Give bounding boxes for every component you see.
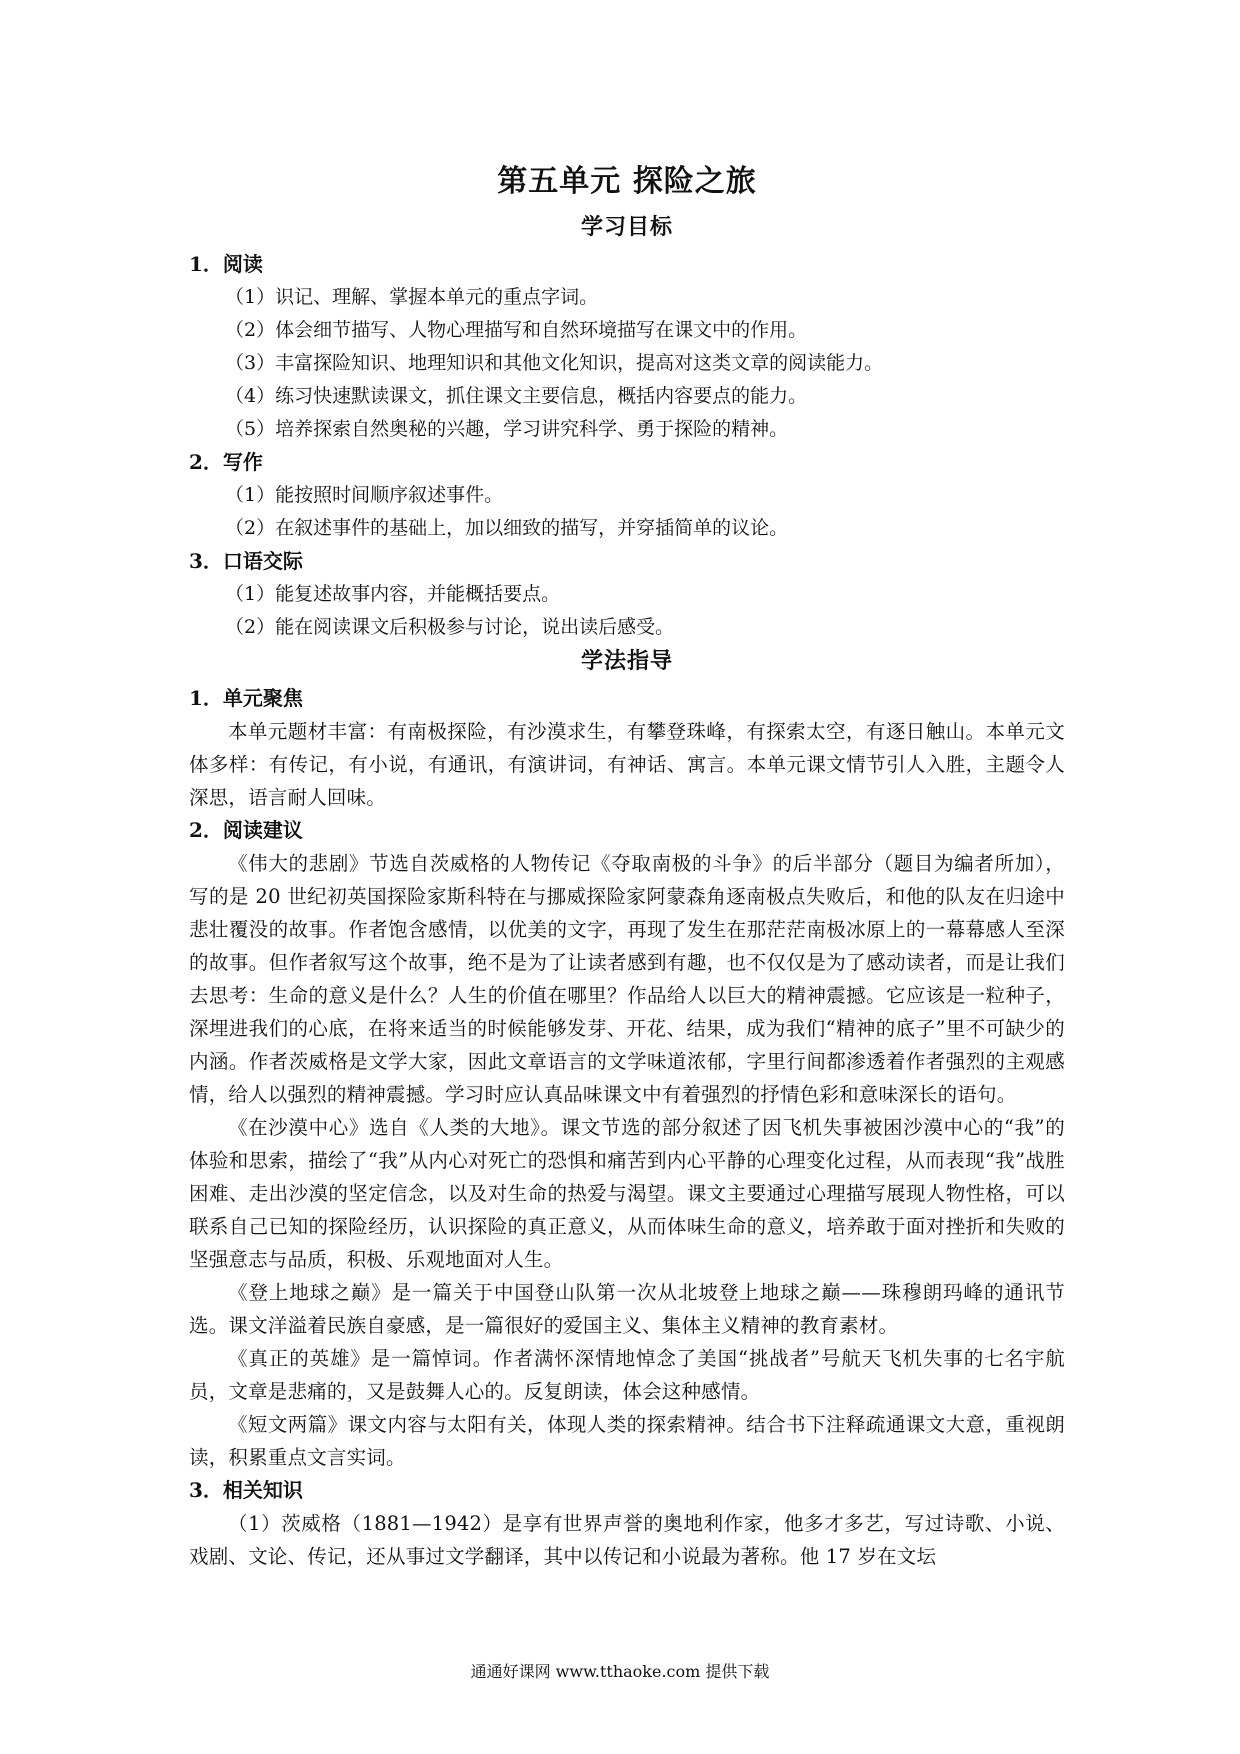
related-knowledge-heading: 3．相关知识 bbox=[189, 1478, 303, 1502]
list-item: （1）识记、理解、掌握本单元的重点字词。 bbox=[225, 286, 599, 308]
unit-focus-heading: 1．单元聚焦 bbox=[189, 686, 303, 710]
list-item: （4）练习快速默读课文，抓住课文主要信息，概括内容要点的能力。 bbox=[225, 385, 808, 407]
reading-heading: 1．阅读 bbox=[189, 252, 263, 276]
learning-goals-title: 学习目标 bbox=[580, 214, 673, 240]
paragraph: 《真正的英雄》是一篇悼词。作者满怀深情地悼念了美国“挑战者”号航天飞机失事的七名宇航员，文章是悲痛的，又是鼓舞人心的。反复朗读，体会这种感情。 bbox=[189, 1347, 1065, 1403]
list-item: （2）能在阅读课文后积极参与讨论，说出读后感受。 bbox=[225, 616, 675, 638]
paragraph: 本单元题材丰富：有南极探险，有沙漠求生，有攀登珠峰，有探索太空，有逐日触山。本单元文体多样：有传记，有小说，有通讯，有演讲词，有神话、寓言。本单元课文情节引人入胜，主题令人深思，语言耐人回味。 bbox=[189, 720, 1065, 809]
study-guide-title: 学法指导 bbox=[580, 648, 673, 674]
list-item: （5）培养探索自然奥秘的兴趣，学习讲究科学、勇于探险的精神。 bbox=[225, 418, 789, 440]
list-item: （1）能复述故事内容，并能概括要点。 bbox=[225, 583, 561, 605]
paragraph: 《短文两篇》课文内容与太阳有关，体现人类的探索精神。结合书下注释疏通课文大意，重视朗读，积累重点文言实词。 bbox=[189, 1413, 1065, 1469]
page-footer: 通通好课网 www.tthaoke.com 提供下载 bbox=[470, 1662, 770, 1681]
list-item: （2）在叙述事件的基础上，加以细致的描写，并穿插简单的议论。 bbox=[225, 517, 789, 539]
paragraph: 《伟大的悲剧》节选自茨威格的人物传记《夺取南极的斗争》的后半部分（题目为编者所加），写的是 20 世纪初英国探险家斯科特在与挪威探险家阿蒙森角逐南极点失败后，和他的队友在归途中悲壮覆没的故事。作者饱含感情，以优美的文字，再现了发生在那茫茫南极冰原上的一幕幕感人至深的故事。但作者叙写这个故事，绝不是为了让读者感到有趣，也不仅仅是为了感动读者，而是让我们去思考：生命的意义是什么？人生的价值在哪里？作品给人以巨大的精神震撼。它应该是一粒种子，深埋进我们的心底，在将来适当的时候能够发芽、开花、结果，成为我们“精神的底子”里不可缺少的内涵。作者茨威格是文学大家，因此文章语言的文学味道浓郁，字里行间都渗透着作者强烈的主观感情，给人以强烈的精神震撼。学习时应认真品味课文中有着强烈的抒情色彩和意味深长的语句。 bbox=[189, 852, 1065, 1106]
list-item: （3）丰富探险知识、地理知识和其他文化知识，提高对这类文章的阅读能力。 bbox=[225, 352, 884, 374]
oral-heading: 3．口语交际 bbox=[189, 549, 303, 573]
reading-advice-heading: 2．阅读建议 bbox=[189, 818, 303, 842]
writing-heading: 2．写作 bbox=[189, 450, 263, 474]
paragraph: 《登上地球之巅》是一篇关于中国登山队第一次从北坡登上地球之巅——珠穆朗玛峰的通讯节选。课文洋溢着民族自豪感，是一篇很好的爱国主义、集体主义精神的教育素材。 bbox=[189, 1281, 1065, 1337]
paragraph: （1）茨威格（1881—1942）是享有世界声誉的奥地利作家，他多才多艺，写过诗歌、小说、戏剧、文论、传记，还从事过文学翻译，其中以传记和小说最为著称。他 17 岁在文坛 bbox=[189, 1512, 1065, 1568]
document-page bbox=[189, 160, 1065, 1573]
unit-title: 第五单元 探险之旅 bbox=[497, 164, 757, 199]
paragraph: 《在沙漠中心》选自《人类的大地》。课文节选的部分叙述了因飞机失事被困沙漠中心的“我”的体验和思索，描绘了“我”从内心对死亡的恐惧和痛苦到内心平静的心理变化过程，从而表现“我”战胜困难、走出沙漠的坚定信念，以及对生命的热爱与渴望。课文主要通过心理描写展现人物性格，可以联系自己已知的探险经历，认识探险的真正意义，从而体味生命的意义，培养敢于面对挫折和失败的坚强意志与品质，积极、乐观地面对人生。 bbox=[189, 1116, 1065, 1271]
list-item: （1）能按照时间顺序叙述事件。 bbox=[225, 484, 504, 506]
list-item: （2）体会细节描写、人物心理描写和自然环境描写在课文中的作用。 bbox=[225, 319, 808, 341]
